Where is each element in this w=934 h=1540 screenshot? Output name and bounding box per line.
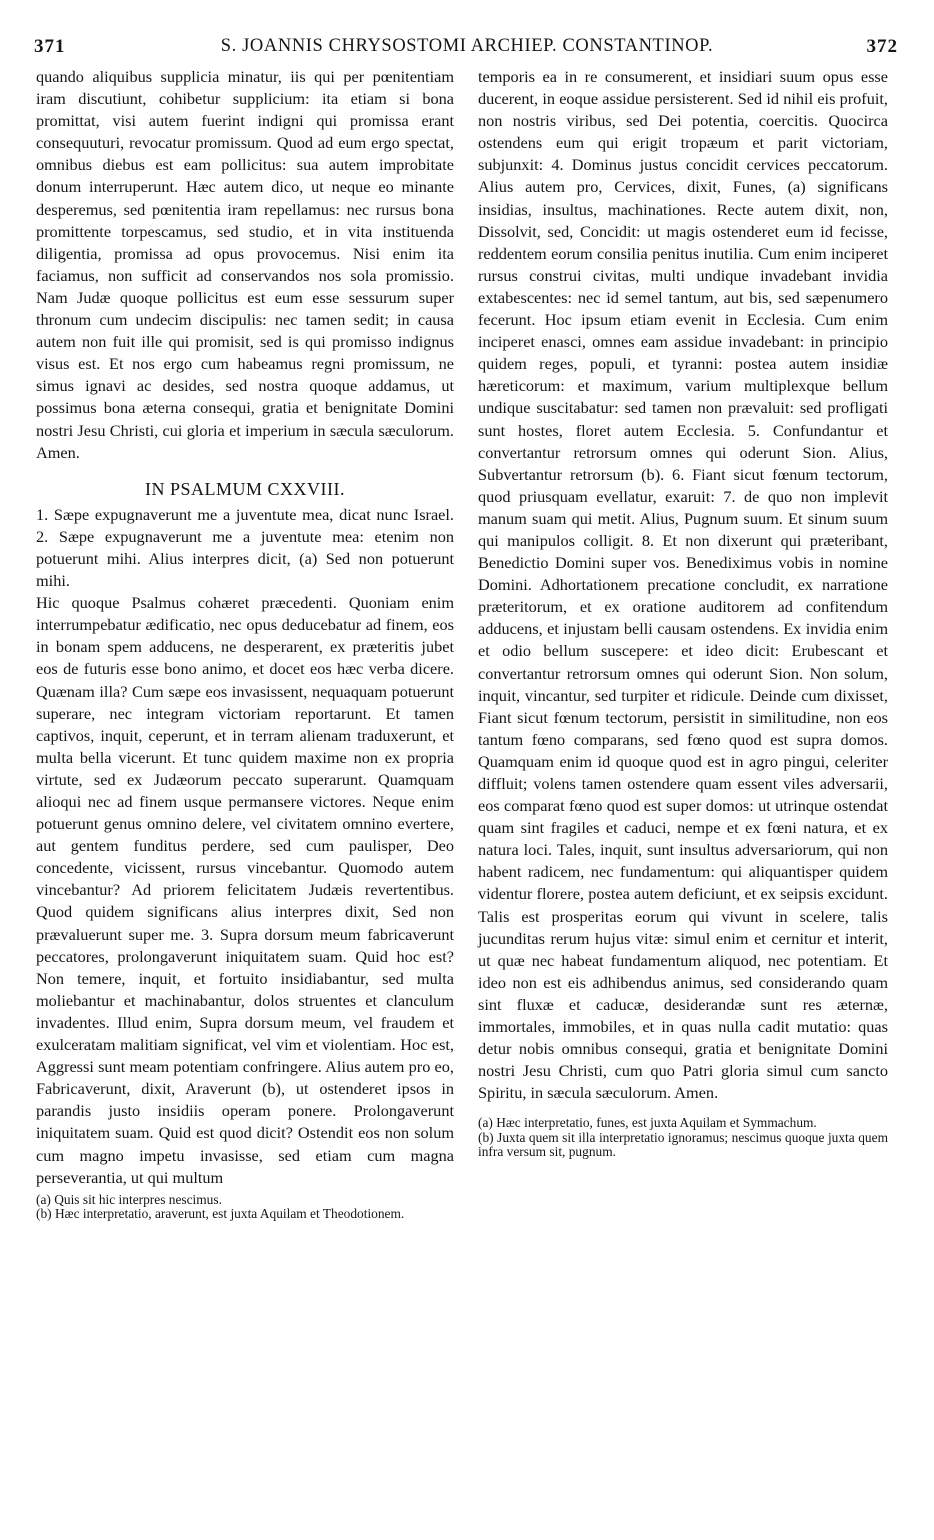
running-title: S. JOANNIS CHRYSOSTOMI ARCHIEP. CONSTANTINOP.	[220, 36, 714, 56]
psalm-verses: 1. Sæpe expugnaverunt me a juventute mea, dicat nunc Israel. 2. Sæpe expugnaverunt me a juventute mea: etenim non potuerunt mihi. Alius interpres dicit, (a) Sed non potuerunt mihi.	[36, 504, 454, 591]
footnote-b: (b) Hæc interpretatio, araverunt, est juxta Aquilam et Theodotionem.	[36, 1206, 405, 1222]
left-column	[36, 66, 454, 1222]
commentary-paragraph: Hic quoque Psalmus cohæret præcedenti. Quoniam enim interrumpebatur ædificatio, nec opus deducebatur ad finem, eos in bonam spem adducens, ne desperarent, ex præteritis jubet eos de futuris esse bono animo, et docet eos hæc verba dicere. Quænam illa? Cum sæpe eos invasissent, nequaquam potuerunt superare, nec integram victoriam reportarunt. Et tamen captivos, inquit, ceperunt, et in terram alienam traduxerunt, et multa bella vicerunt. Et tunc quidem maxime non ex propria virtute, sed ex Judæorum peccato superarunt. Quamquam alioqui nec ad finem usque permansere victores. Neque enim potuerunt genus omnino delere, vel civitatem omnino evertere, aut gentem funditus perdere, sed cum paulisper, Deo concedente, vicissent, rursus vincebantur. Quomodo autem vincebantur? Ad priorem felicitatem Judæis revertentibus. Quod quidem significans alius interpres dixit, Sed non prævaluerunt super me. 3. Supra dorsum meum fabricaverunt peccatores, prolongaverunt iniquitatem suam. Quid hoc est? Non temere, inquit, et fortuito insidiabantur, sed multa moliebantur et machinabantur, dolos struentes et clanculum invadentes. Illud enim, Supra dorsum meum, vel fraudem et exulceratam malitiam significat, vel vim et violentiam. Hoc est, Aggressi sunt meam potentiam confringere. Alius autem pro eo, Fabricaverunt, dixit, Araverunt (b), ut ostenderet ipsos in parandis justo insidiis operam ponere. Prolongaverunt iniquitatem suam. Quid est quod dicit? Ostendit eos non solum cum magno impetu invasisse, sed etiam cum magna perseverantia, ut qui multum	[36, 593, 454, 1187]
footnote-b: (b) Juxta quem sit illa interpretatio ignoramus; nescimus quoque juxta quem infra versum sit, pugnum.	[478, 1129, 888, 1160]
right-column	[478, 66, 888, 1160]
page-number-right: 372	[866, 36, 898, 57]
footnotes-right	[478, 1116, 888, 1160]
paragraph-continuation: quando aliquibus supplicia minatur, iis qui per pœnitentiam iram discutiunt, cohibetur supplicium: ita etiam si bona promittat, visi autem fuerint indigni qui promissa erant consequuturi, revocatur promissum. Quod ad eum ergo spectat, omnibus diebus est eam pollicitus: sua autem improbitate donum interruperunt. Hæc autem dico, ut neque eo minante desperemus, sed pœnitentia iram repellamus: nec rursus bona promittente torpescamus, sed studio, et in vita instituenda diligentia, promissa ad opus provocemus. Nisi enim ita faciamus, non sufficit ad conservandos nos sola promissio. Nam Judæ quoque pollicitus est eum esse sessurum super thronum cum undecim discipulis: nec tamen sedit; in causa autem non fuit ille qui promisit, sed is qui promisso indignus visus est. Et nos ergo cum habeamus regni promissum, ne simus ignavi ac desides, sed nostra quoque addamus, ut possimus bona æterna consequi, gratia et benignitate Domini nostri Jesu Christi, cui gloria et imperium in sæcula sæculorum. Amen.	[36, 67, 454, 462]
running-header	[0, 36, 934, 66]
page-number-left: 371	[34, 36, 66, 57]
footnote-a: (a) Quis sit hic interpres nescimus.	[36, 1191, 222, 1207]
footnotes-left	[36, 1193, 454, 1222]
section-title: IN PSALMUM CXXVIII.	[144, 478, 345, 499]
commentary-paragraph: temporis ea in re consumerent, et insidiari suum opus esse ducerent, in eoque assidue persisterent. Sed id nihil eis profuit, non nostris viribus, sed Dei potentia, coercitis. Quocirca ostendens eum qui erigit tropæum et parit victoriam, subjunxit: 4. Dominus justus concidit cervices peccatorum. Alius autem pro, Cervices, dixit, Funes, (a) significans insidias, insultus, machinationes. Recte autem dixit, non, Dissolvit, sed, Concidit: ut magis ostenderet eum id fecisse, reddentem eorum consilia penitus inutilia. Cum enim inciperet rursus construi civitas, multi undique invadebant invidia extabescentes: nec id semel tantum, aut bis, sed sæpenumero fecerunt. Hoc ipsum etiam evenit in Ecclesia. Cum enim inciperet enasci, omnes eam assidue invadebant: in principio quidem reges, populi, et tyranni: postea autem insidiæ hæreticorum: et maximum, varium multiplexque bellum undique suscitabatur: sed tamen non prævaluit: sed profligati sunt hostes, floret autem Ecclesia. 5. Confundantur et convertantur retrorsum omnes qui oderunt Sion. Alius, Subvertantur retrorsum (b). 6. Fiant sicut fœnum tectorum, quod priusquam evellatur, exaruit: 7. de quo non implevit manum suam qui metit. Alius, Pugnum suum. Et sinum suum qui manipulos colligit. 8. Et non dixerunt qui præteribant, Benedictio Domini super vos. Benediximus vobis in nomine Domini. Adhortationem precatione concludit, ex narratione præteritorum, et ex oratione auditorem ad confitendum adducens, et injustam belli causam ostendens. Ex invidia enim et odio bellum suscepere: et ideo dicit: Erubescant et convertantur retrorsum omnes qui oderunt Sion. Non solum, inquit, vincantur, sed turpiter et ridicule. Deinde cum dixisset, Fiant sicut fœnum tectorum, persistit in similitudine, non eos tantum fœno comparans, sed fœno quod est supra domos. Quamquam enim id quoque quod est in agro pingui, celeriter diffluit; volens tamen ostendere quam essent viles adversarii, eos comparat fœno quod est super domos: ut utrinque ostendat quam sint fragiles et caduci, nempe et ex fœni natura, et ex natura loci. Tales, inquit, sunt insultus adversariorum, qui non habent radicem, nec fundamentum: qui aliquantisper quidem videntur florere, postea autem deficiunt, et ex seipsis excidunt. Talis est prosperitas eorum qui vivunt in scelere, talis jucunditas rerum hujus vitæ: simul enim et cernitur et interit, ut quæ nec habeat fundamentum aliquod, nec potentiam. Et ideo non est eis adhibendus animus, sed considerando quam sint fluxæ et caducæ, desiderandæ sunt res æternæ, immortales, immobiles, et in quas nulla cadit mutatio: quas detur nobis omnibus consequi, gratia et benignitate Domini nostri Jesu Christi, cum quo Patri gloria simul cum sancto Spiritu, in sæcula sæculorum. Amen.	[478, 67, 888, 1103]
footnote-a: (a) Hæc interpretatio, funes, est juxta Aquilam et Symmachum.	[478, 1115, 817, 1131]
